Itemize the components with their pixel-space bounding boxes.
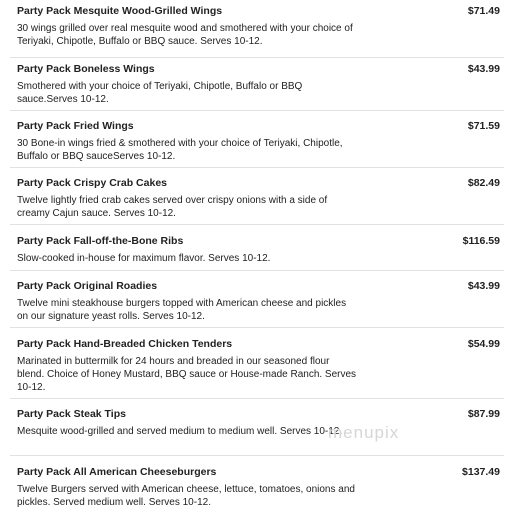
item-name: Party Pack Fall-off-the-Bone Ribs [17, 235, 184, 247]
item-price: $87.99 [467, 408, 500, 420]
menu-item [10, 338, 504, 399]
item-description: 30 wings grilled over real mesquite wood and smothered with your choice of Teriyaki, Chipotle, Buffalo or BBQ sauce. Serves 10-12. [17, 23, 353, 47]
menu-item [10, 5, 504, 58]
item-price: $71.59 [467, 120, 500, 132]
item-description: Marinated in buttermilk for 24 hours and breaded in our seasoned flour blend. Choice of Honey Mustard, BBQ sauce or House-made Ranch. Serves 10-12. [17, 356, 357, 393]
item-price: $71.49 [467, 5, 500, 17]
item-price: $54.99 [467, 338, 500, 350]
item-name: Party Pack Boneless Wings [17, 63, 155, 75]
item-description: Mesquite wood-grilled and served medium to medium well. Serves 10-12. [17, 426, 343, 437]
item-name: Party Pack Crispy Crab Cakes [17, 177, 167, 189]
item-price: $116.59 [462, 235, 500, 247]
menu-item [10, 63, 504, 111]
item-description: Twelve mini steakhouse burgers topped with American cheese and pickles on our signature yeast rolls. Serves 10-12. [17, 298, 347, 322]
menu-item [10, 235, 504, 271]
item-name: Party Pack Mesquite Wood-Grilled Wings [17, 5, 223, 17]
menu-item [10, 280, 504, 328]
item-description: Twelve Burgers served with American cheese, lettuce, tomatoes, onions and pickles. Served medium well. Serves 10-12. [17, 484, 355, 508]
menu-item [10, 408, 504, 456]
menu-item [10, 120, 504, 168]
item-name: Party Pack All American Cheeseburgers [17, 466, 217, 478]
item-description: Twelve lightly fried crab cakes served over crispy onions with a side of creamy Cajun sauce. Serves 10-12. [17, 195, 328, 219]
menu-item [10, 466, 504, 512]
item-name: Party Pack Original Roadies [17, 280, 158, 292]
item-price: $82.49 [467, 177, 500, 189]
menu-item [10, 177, 504, 225]
item-price: $137.49 [462, 466, 500, 478]
item-price: $43.99 [467, 63, 500, 75]
item-description: Smothered with your choice of Teriyaki, Chipotle, Buffalo or BBQ sauce.Serves 10-12. [17, 81, 303, 105]
watermark: menupix [328, 423, 400, 442]
item-description: Slow-cooked in-house for maximum flavor. Serves 10-12. [17, 253, 271, 264]
item-price: $43.99 [467, 280, 500, 292]
item-description: 30 Bone-in wings fried & smothered with your choice of Teriyaki, Chipotle, Buffalo or BBQ sauceServes 10-12. [17, 138, 343, 162]
item-name: Party Pack Steak Tips [17, 408, 126, 420]
item-name: Party Pack Hand-Breaded Chicken Tenders [17, 338, 233, 350]
item-name: Party Pack Fried Wings [17, 120, 134, 132]
